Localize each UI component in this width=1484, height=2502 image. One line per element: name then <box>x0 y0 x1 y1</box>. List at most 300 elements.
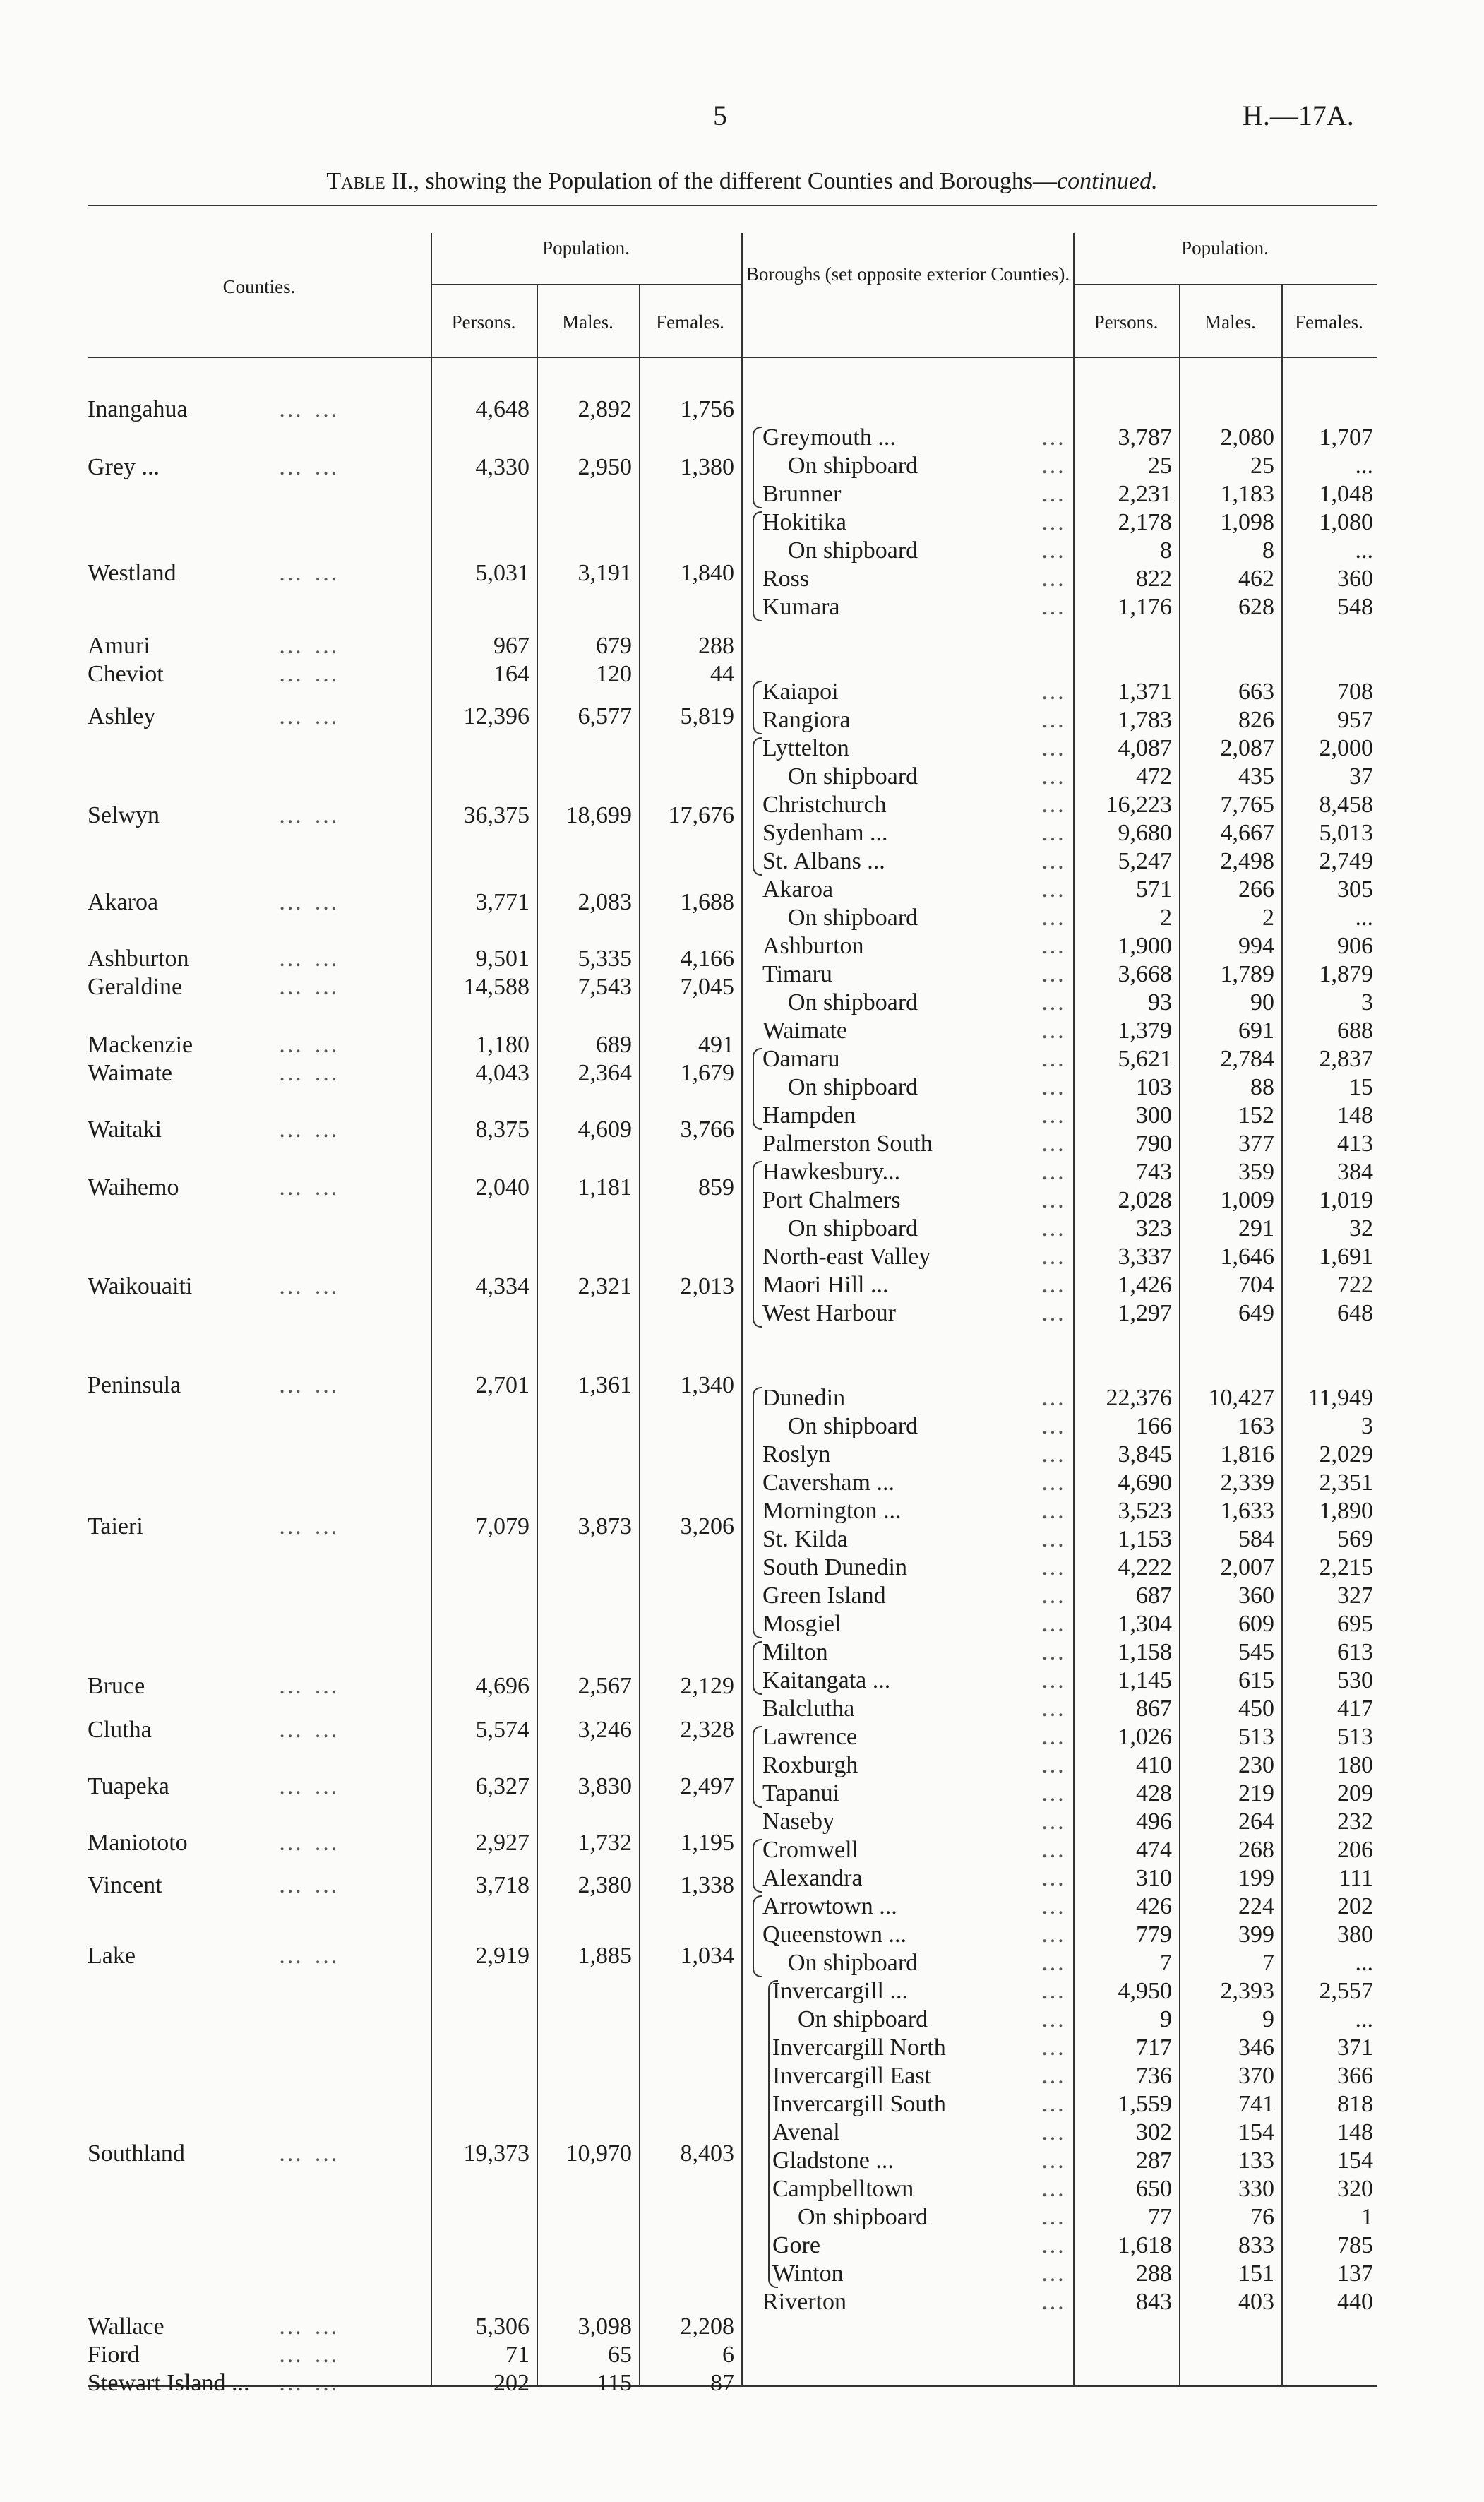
brace-bracket <box>753 427 762 508</box>
borough-name: Green Island <box>762 1583 886 1609</box>
leader-dots: … <box>1041 735 1065 761</box>
county-females-header: Females. <box>656 311 724 333</box>
borough-males: 1,098 <box>1220 509 1274 535</box>
borough-name: On shipboard <box>788 905 918 931</box>
borough-name: Milton <box>762 1639 828 1665</box>
borough-females: 1,691 <box>1319 1244 1373 1270</box>
county-females: 1,034 <box>680 1943 734 1969</box>
borough-males: 9 <box>1262 2006 1274 2032</box>
leader-dots: … … <box>278 2370 341 2396</box>
borough-name: Oamaru <box>762 1046 840 1072</box>
borough-row <box>746 452 1377 480</box>
leader-dots: … <box>1041 2232 1065 2258</box>
borough-name: Cromwell <box>762 1837 858 1863</box>
borough-persons: 843 <box>1136 2289 1172 2315</box>
brace-bracket <box>753 1387 762 1638</box>
borough-persons: 496 <box>1136 1809 1172 1835</box>
leader-dots: … … <box>278 633 341 659</box>
borough-population-header: Population. <box>1181 237 1269 258</box>
county-persons: 164 <box>493 661 529 687</box>
county-row <box>88 2313 741 2341</box>
county-persons: 5,031 <box>475 560 529 586</box>
county-females: 491 <box>698 1032 734 1058</box>
leader-dots: … … <box>278 974 341 1000</box>
borough-row <box>746 1017 1377 1045</box>
leader-dots: … <box>1041 1131 1065 1157</box>
brace-bracket <box>768 1980 778 2288</box>
county-females: 8,403 <box>680 2140 734 2167</box>
leader-dots: … <box>1041 1611 1065 1637</box>
county-name: Stewart Island ... <box>88 2370 250 2396</box>
county-name: Amuri <box>88 633 150 659</box>
borough-row <box>746 1469 1377 1497</box>
leader-dots: … <box>1041 453 1065 479</box>
leader-dots: … … <box>278 2313 341 2340</box>
table-label: Table II. <box>326 168 414 194</box>
borough-persons: 25 <box>1148 453 1172 479</box>
county-persons: 202 <box>493 2370 529 2396</box>
borough-females: 708 <box>1337 679 1373 705</box>
borough-persons: 3,337 <box>1118 1244 1172 1270</box>
leader-dots: … <box>1041 1893 1065 1919</box>
borough-males: 268 <box>1238 1837 1274 1863</box>
borough-females: 413 <box>1337 1131 1373 1157</box>
borough-name: Winton <box>772 2260 844 2287</box>
borough-females: 384 <box>1337 1159 1373 1185</box>
borough-females: 2,557 <box>1319 1978 1373 2004</box>
borough-persons: 779 <box>1136 1922 1172 1948</box>
leader-dots: … <box>1041 1780 1065 1806</box>
borough-females: 11,949 <box>1308 1385 1373 1411</box>
borough-females: ... <box>1355 453 1373 479</box>
borough-persons: 1,153 <box>1118 1526 1172 1552</box>
borough-name: Invercargill ... <box>772 1978 908 2004</box>
borough-males: 163 <box>1238 1413 1274 1439</box>
borough-males: 219 <box>1238 1780 1274 1806</box>
borough-males: 88 <box>1250 1074 1274 1100</box>
borough-females: 8,458 <box>1319 792 1373 818</box>
borough-name: Akaroa <box>762 876 834 902</box>
borough-males: 2,393 <box>1220 1978 1274 2004</box>
county-persons: 2,927 <box>475 1830 529 1856</box>
county-row <box>88 559 741 588</box>
leader-dots: … <box>1041 1950 1065 1976</box>
borough-females: 1,080 <box>1319 509 1373 535</box>
borough-name: On shipboard <box>788 1413 918 1439</box>
leader-dots: … <box>1041 2289 1065 2315</box>
county-name: Tuapeka <box>88 1773 169 1799</box>
county-pop-subrule <box>431 284 741 285</box>
county-name: Waitaki <box>88 1116 162 1143</box>
borough-persons: 8 <box>1160 537 1172 564</box>
borough-persons: 302 <box>1136 2119 1172 2145</box>
borough-persons: 3,523 <box>1118 1498 1172 1524</box>
borough-females: 530 <box>1337 1667 1373 1693</box>
borough-persons: 3,845 <box>1118 1441 1172 1467</box>
borough-persons: 4,222 <box>1118 1554 1172 1580</box>
county-persons: 4,696 <box>475 1673 529 1699</box>
borough-males: 8 <box>1262 537 1274 564</box>
borough-males: 266 <box>1238 876 1274 902</box>
leader-dots: … <box>1041 1837 1065 1863</box>
borough-males: 7,765 <box>1220 792 1274 818</box>
county-name: Wallace <box>88 2313 164 2340</box>
table-title <box>0 168 1484 195</box>
county-persons: 2,701 <box>475 1372 529 1398</box>
county-row <box>88 1829 741 1857</box>
county-name: Geraldine <box>88 974 183 1000</box>
county-row <box>88 1871 741 1900</box>
borough-females: 613 <box>1337 1639 1373 1665</box>
borough-persons: 428 <box>1136 1780 1172 1806</box>
leader-dots: … <box>1041 566 1065 592</box>
borough-persons: 650 <box>1136 2176 1172 2202</box>
borough-males: 264 <box>1238 1809 1274 1835</box>
borough-row <box>746 2288 1377 2316</box>
borough-persons: 3,668 <box>1118 961 1172 987</box>
borough-persons: 1,618 <box>1118 2232 1172 2258</box>
county-males-header: Males. <box>562 311 614 333</box>
borough-males-header: Males. <box>1204 311 1256 333</box>
borough-females: 688 <box>1337 1018 1373 1044</box>
borough-males: 330 <box>1238 2176 1274 2202</box>
borough-females: 648 <box>1337 1300 1373 1326</box>
leader-dots: … <box>1041 1809 1065 1835</box>
county-females: 1,679 <box>680 1060 734 1086</box>
leader-dots: … <box>1041 1018 1065 1044</box>
borough-persons: 1,145 <box>1118 1667 1172 1693</box>
leader-dots: … <box>1041 1385 1065 1411</box>
county-females: 2,328 <box>680 1717 734 1743</box>
borough-persons: 822 <box>1136 566 1172 592</box>
borough-name: Tapanui <box>762 1780 840 1806</box>
county-persons: 2,040 <box>475 1174 529 1201</box>
leader-dots: … <box>1041 2063 1065 2089</box>
leader-dots: … <box>1041 1046 1065 1072</box>
borough-name: Sydenham ... <box>762 820 888 846</box>
borough-name: Gladstone ... <box>772 2147 894 2174</box>
leader-dots: … … <box>278 1513 341 1539</box>
borough-females: 957 <box>1337 707 1373 733</box>
borough-persons: 5,621 <box>1118 1046 1172 1072</box>
borough-persons-header: Persons. <box>1094 311 1159 333</box>
leader-dots: … <box>1041 2147 1065 2174</box>
leader-dots: … … <box>278 889 341 915</box>
borough-row <box>746 1412 1377 1441</box>
borough-name: Invercargill South <box>772 2091 946 2117</box>
borough-row <box>746 1299 1377 1328</box>
leader-dots: … <box>1041 1978 1065 2004</box>
county-row <box>88 1031 741 1059</box>
borough-row <box>746 960 1377 989</box>
county-row <box>88 1773 741 1801</box>
borough-name: Kumara <box>762 594 840 620</box>
borough-persons: 9 <box>1160 2006 1172 2032</box>
county-males: 18,699 <box>566 802 632 828</box>
borough-females: 371 <box>1337 2035 1373 2061</box>
borough-persons: 2,028 <box>1118 1187 1172 1213</box>
county-row <box>88 802 741 830</box>
borough-name: Dunedin <box>762 1385 846 1411</box>
leader-dots: … <box>1041 1865 1065 1891</box>
borough-males: 609 <box>1238 1611 1274 1637</box>
rule-county-persons <box>431 233 432 2385</box>
county-females: 17,676 <box>668 802 734 828</box>
leader-dots: … <box>1041 876 1065 902</box>
leader-dots: … <box>1041 2091 1065 2117</box>
borough-persons: 1,026 <box>1118 1724 1172 1750</box>
rule-county-females <box>639 284 640 2385</box>
borough-name: North-east Valley <box>762 1244 931 1270</box>
leader-dots: … <box>1041 1639 1065 1665</box>
borough-females: 695 <box>1337 1611 1373 1637</box>
borough-females: 548 <box>1337 594 1373 620</box>
borough-row <box>746 791 1377 819</box>
leader-dots: … <box>1041 1752 1065 1778</box>
borough-males: 994 <box>1238 933 1274 959</box>
county-name: Waikouaiti <box>88 1273 193 1299</box>
borough-males: 4,667 <box>1220 820 1274 846</box>
borough-name: On shipboard <box>788 1950 918 1976</box>
borough-females: 15 <box>1349 1074 1373 1100</box>
leader-dots: … <box>1041 1470 1065 1496</box>
borough-males: 346 <box>1238 2035 1274 2061</box>
county-row <box>88 1059 741 1088</box>
county-persons: 3,718 <box>475 1872 529 1898</box>
borough-males: 663 <box>1238 679 1274 705</box>
borough-males: 359 <box>1238 1159 1274 1185</box>
borough-persons: 1,379 <box>1118 1018 1172 1044</box>
borough-name: Invercargill East <box>772 2063 932 2089</box>
brace-bracket <box>753 1161 762 1328</box>
county-name: Inangahua <box>88 396 188 422</box>
borough-row <box>746 2232 1377 2260</box>
leader-dots: … <box>1041 820 1065 846</box>
county-row <box>88 2341 741 2369</box>
county-males: 3,873 <box>578 1513 632 1539</box>
brace-bracket <box>753 681 762 734</box>
county-females: 1,756 <box>680 396 734 422</box>
title-continued: continued. <box>1057 168 1158 194</box>
borough-persons: 1,158 <box>1118 1639 1172 1665</box>
borough-name: Hokitika <box>762 509 846 535</box>
borough-row <box>746 1836 1377 1864</box>
borough-males: 230 <box>1238 1752 1274 1778</box>
county-females: 859 <box>698 1174 734 1201</box>
leader-dots: … <box>1041 1922 1065 1948</box>
borough-name: On shipboard <box>788 989 918 1015</box>
borough-males: 1,789 <box>1220 961 1274 987</box>
rule-county-males <box>537 284 538 2385</box>
leader-dots: … … <box>278 1174 341 1201</box>
borough-females: 818 <box>1337 2091 1373 2117</box>
county-row <box>88 1942 741 1970</box>
county-name: Vincent <box>88 1872 162 1898</box>
borough-males: 704 <box>1238 1272 1274 1298</box>
borough-females: 32 <box>1349 1215 1373 1241</box>
borough-name: Lawrence <box>762 1724 858 1750</box>
county-persons-header: Persons. <box>451 311 516 333</box>
borough-males: 1,816 <box>1220 1441 1274 1467</box>
borough-females: 440 <box>1337 2289 1373 2315</box>
borough-row <box>746 819 1377 847</box>
borough-row <box>746 1864 1377 1893</box>
borough-name: Timaru <box>762 961 832 987</box>
borough-males: 377 <box>1238 1131 1274 1157</box>
borough-row <box>746 2034 1377 2062</box>
borough-females: 148 <box>1337 1102 1373 1128</box>
borough-row <box>746 1243 1377 1271</box>
leader-dots: … … <box>278 1273 341 1299</box>
borough-name: St. Albans ... <box>762 848 885 874</box>
borough-persons: 77 <box>1148 2204 1172 2230</box>
borough-row <box>746 1554 1377 1582</box>
borough-males: 513 <box>1238 1724 1274 1750</box>
borough-persons: 9,680 <box>1118 820 1172 846</box>
counties-header: Counties. <box>222 276 296 297</box>
borough-persons: 687 <box>1136 1583 1172 1609</box>
leader-dots: … <box>1041 679 1065 705</box>
borough-persons: 4,690 <box>1118 1470 1172 1496</box>
county-males: 2,892 <box>578 396 632 422</box>
borough-males: 403 <box>1238 2289 1274 2315</box>
borough-females: 1,707 <box>1319 424 1373 451</box>
borough-females: 380 <box>1337 1922 1373 1948</box>
boroughs-header: Boroughs (set opposite exterior Counties). <box>746 263 1070 285</box>
county-row <box>88 1174 741 1202</box>
county-females: 44 <box>710 661 734 687</box>
leader-dots: … <box>1041 2176 1065 2202</box>
county-males: 1,885 <box>578 1943 632 1969</box>
leader-dots: … <box>1041 1215 1065 1241</box>
borough-females: 366 <box>1337 2063 1373 2089</box>
borough-persons: 790 <box>1136 1131 1172 1157</box>
borough-name: Ross <box>762 566 810 592</box>
leader-dots: … <box>1041 424 1065 451</box>
borough-pop-subrule <box>1073 284 1377 285</box>
county-females: 2,208 <box>680 2313 734 2340</box>
county-row <box>88 1716 741 1744</box>
county-row <box>88 2140 741 2168</box>
leader-dots: … … <box>278 1060 341 1086</box>
borough-name: Arrowtown ... <box>762 1893 897 1919</box>
borough-females: 1,879 <box>1319 961 1373 987</box>
borough-name: Hampden <box>762 1102 856 1128</box>
county-females: 1,195 <box>680 1830 734 1856</box>
leader-dots: … <box>1041 989 1065 1015</box>
borough-row <box>746 1808 1377 1836</box>
leader-dots: … … <box>278 560 341 586</box>
leader-dots: … <box>1041 2035 1065 2061</box>
borough-name: Riverton <box>762 2289 846 2315</box>
borough-persons: 103 <box>1136 1074 1172 1100</box>
borough-persons: 300 <box>1136 1102 1172 1128</box>
borough-persons: 1,371 <box>1118 679 1172 705</box>
borough-males: 199 <box>1238 1865 1274 1891</box>
county-name: Maniototo <box>88 1830 188 1856</box>
borough-males: 399 <box>1238 1922 1274 1948</box>
county-row <box>88 632 741 660</box>
borough-persons: 4,087 <box>1118 735 1172 761</box>
borough-females: 37 <box>1349 763 1373 790</box>
county-name: Akaroa <box>88 889 159 915</box>
county-name: Selwyn <box>88 802 160 828</box>
county-males: 3,191 <box>578 560 632 586</box>
borough-persons: 1,559 <box>1118 2091 1172 2117</box>
borough-name: Hawkesbury... <box>762 1159 901 1185</box>
borough-persons: 7 <box>1160 1950 1172 1976</box>
leader-dots: … <box>1041 1667 1065 1693</box>
borough-row <box>746 904 1377 932</box>
borough-males: 152 <box>1238 1102 1274 1128</box>
county-males: 2,321 <box>578 1273 632 1299</box>
leader-dots: … … <box>278 1673 341 1699</box>
leader-dots: … <box>1041 1187 1065 1213</box>
leader-dots: … <box>1041 1413 1065 1439</box>
county-males: 115 <box>597 2370 632 2396</box>
borough-row <box>746 706 1377 734</box>
county-persons: 4,334 <box>475 1273 529 1299</box>
borough-row <box>746 1582 1377 1610</box>
leader-dots: … <box>1041 961 1065 987</box>
borough-males: 76 <box>1250 2204 1274 2230</box>
borough-males: 462 <box>1238 566 1274 592</box>
leader-dots: … <box>1041 1526 1065 1552</box>
leader-dots: … <box>1041 1300 1065 1326</box>
borough-name: On shipboard <box>788 1074 918 1100</box>
borough-row <box>746 1045 1377 1073</box>
borough-males: 1,009 <box>1220 1187 1274 1213</box>
county-males: 3,830 <box>578 1773 632 1799</box>
leader-dots: … <box>1041 2006 1065 2032</box>
county-females: 7,045 <box>680 974 734 1000</box>
borough-row <box>746 1271 1377 1299</box>
borough-persons: 166 <box>1136 1413 1172 1439</box>
borough-females: 2,837 <box>1319 1046 1373 1072</box>
borough-males: 435 <box>1238 763 1274 790</box>
county-males: 6,577 <box>578 703 632 729</box>
borough-name: Gore <box>772 2232 820 2258</box>
borough-males: 2 <box>1262 905 1274 931</box>
borough-males: 10,427 <box>1208 1385 1274 1411</box>
borough-persons: 717 <box>1136 2035 1172 2061</box>
leader-dots: … <box>1041 2204 1065 2230</box>
borough-females: 3 <box>1361 989 1373 1015</box>
leader-dots: … <box>1041 481 1065 507</box>
borough-name: Roxburgh <box>762 1752 858 1778</box>
leader-dots: … … <box>278 661 341 687</box>
borough-name: On shipboard <box>788 453 918 479</box>
county-persons: 967 <box>493 633 529 659</box>
borough-name: Invercargill North <box>772 2035 946 2061</box>
county-males: 2,950 <box>578 454 632 480</box>
county-males: 4,609 <box>578 1116 632 1143</box>
borough-row <box>746 1921 1377 1949</box>
borough-females: 154 <box>1337 2147 1373 2174</box>
borough-males: 2,007 <box>1220 1554 1274 1580</box>
page-number: 5 <box>713 100 727 131</box>
leader-dots: … … <box>278 1872 341 1898</box>
borough-row <box>746 847 1377 876</box>
county-females: 1,380 <box>680 454 734 480</box>
borough-persons: 2 <box>1160 905 1172 931</box>
borough-males: 649 <box>1238 1300 1274 1326</box>
county-males: 120 <box>596 661 632 687</box>
borough-row <box>746 678 1377 706</box>
county-females: 87 <box>710 2370 734 2396</box>
borough-females: 137 <box>1337 2260 1373 2287</box>
county-females: 288 <box>698 633 734 659</box>
